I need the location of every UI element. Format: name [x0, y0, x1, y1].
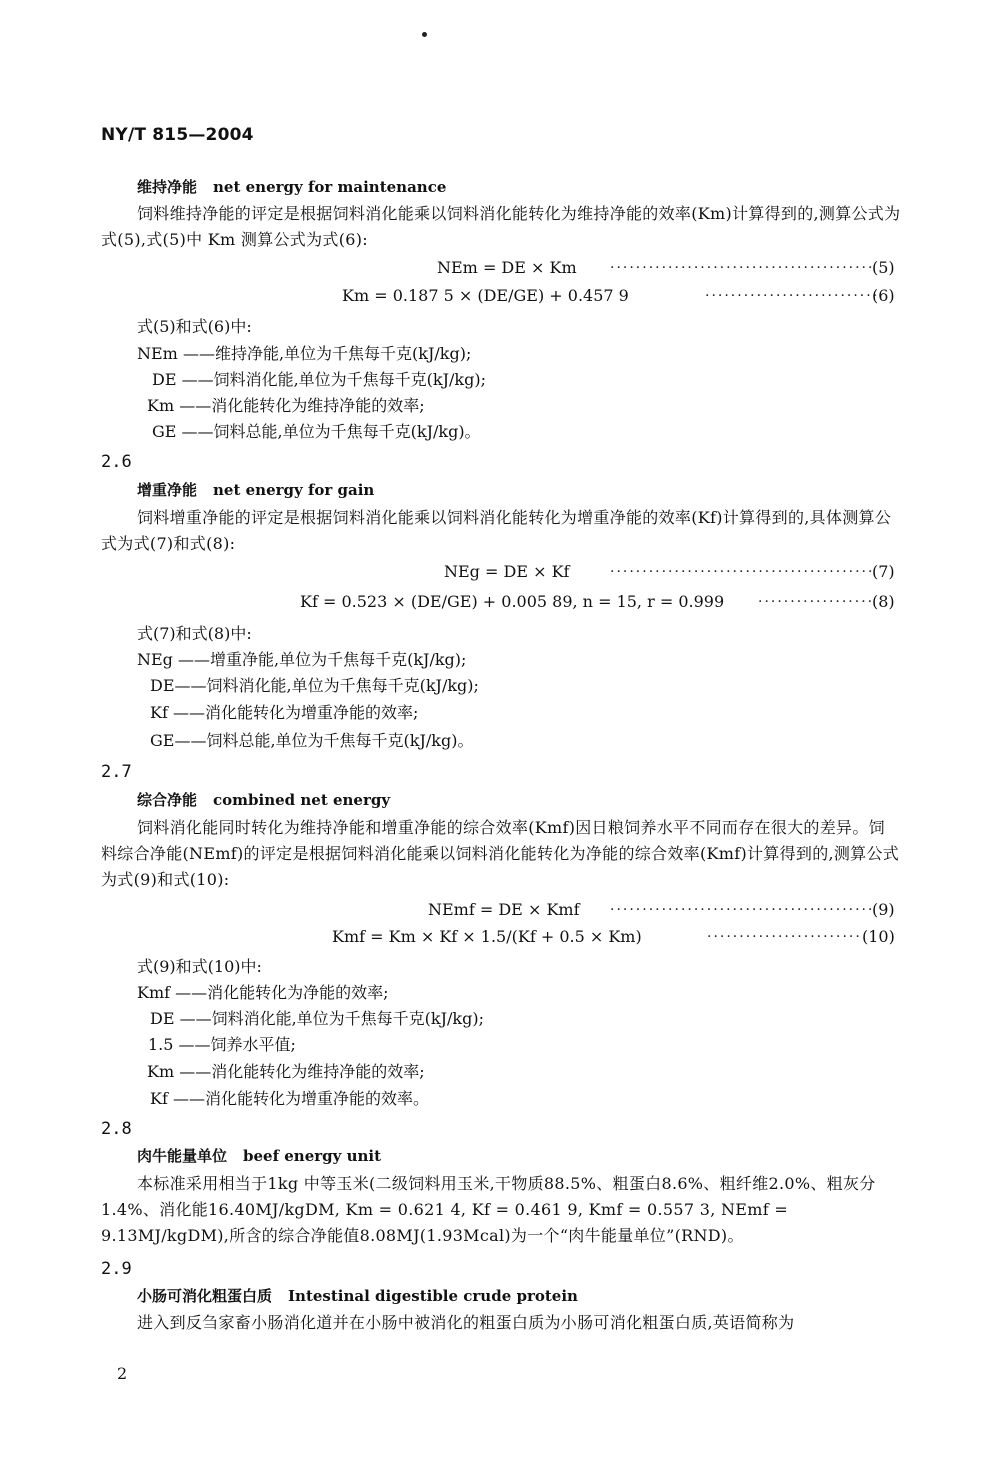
section-number: 2.9 [101, 1259, 132, 1279]
equation: NEm = DE × Km [437, 258, 577, 277]
term-en: net energy for gain [213, 481, 375, 499]
definition: 1.5 ——饲养水平值; [148, 1035, 296, 1054]
definition: Kf ——消化能转化为增重净能的效率; [150, 703, 419, 722]
equation-number: (7) [872, 562, 895, 581]
term-heading [137, 790, 390, 810]
definition: NEm ——维持净能,单位为千焦每千克(kJ/kg); [137, 344, 472, 363]
leader-dots: ········································· [610, 564, 875, 580]
where-label: 式(9)和式(10)中: [137, 957, 262, 976]
term-cn: 小肠可消化粗蛋白质 [137, 1287, 273, 1305]
leader-dots: ·················· [758, 594, 875, 610]
section-number: 2.7 [101, 762, 132, 782]
definition: DE——饲料消化能,单位为千焦每千克(kJ/kg); [150, 676, 479, 695]
leader-dots: ··························· [705, 288, 880, 304]
equation: NEmf = DE × Kmf [428, 900, 580, 919]
paragraph: 饲料维持净能的评定是根据饲料消化能乘以饲料消化能转化为维持净能的效率(Km)计算得到的,测算公式为式(5),式(5)中 Km 测算公式为式(6): [101, 204, 901, 249]
scan-dot [422, 32, 427, 37]
where-label: 式(5)和式(6)中: [137, 317, 252, 336]
equation-number: (5) [872, 258, 895, 277]
definition: Kf ——消化能转化为增重净能的效率。 [150, 1089, 429, 1108]
section-number: 2.6 [101, 452, 132, 472]
term-cn: 综合净能 [137, 791, 198, 809]
leader-dots: ························ [707, 929, 862, 945]
term-heading [137, 1146, 381, 1166]
leader-dots: ········································· [610, 260, 875, 276]
term-en: Intestinal digestible crude protein [288, 1287, 578, 1305]
definition: Km ——消化能转化为维持净能的效率; [147, 396, 425, 415]
term-cn: 维持净能 [137, 178, 198, 196]
term-heading [137, 1286, 578, 1306]
definition: DE ——饲料消化能,单位为千焦每千克(kJ/kg); [152, 370, 486, 389]
definition: Kmf ——消化能转化为净能的效率; [137, 983, 389, 1002]
equation-number: (6) [872, 286, 895, 305]
standard-header: NY/T 815—2004 [101, 125, 254, 145]
equation: Kf = 0.523 × (DE/GE) + 0.005 89, n = 15, r = 0.999 [300, 592, 725, 611]
equation: NEg = DE × Kf [444, 562, 570, 581]
paragraph: 饲料增重净能的评定是根据饲料消化能乘以饲料消化能转化为增重净能的效率(Kf)计算得到的,具体测算公式为式(7)和式(8): [101, 508, 892, 553]
paragraph: 本标准采用相当于1kg 中等玉米(二级饲料用玉米,干物质88.5%、粗蛋白8.6%、粗纤维2.0%、粗灰分1.4%、消化能16.40MJ/kgDM, Km = 0.621 4, Kf = 0.461 9, Kmf = 0.557 3, NEmf = 9.13MJ/kgDM),所含的综合净能值8.08MJ(1.93Mcal)为一个“肉牛能量单位”(RND)。 [101, 1174, 876, 1245]
term-en: net energy for maintenance [213, 178, 447, 196]
page-number: 2 [117, 1364, 128, 1383]
definition: Km ——消化能转化为维持净能的效率; [147, 1062, 425, 1081]
term-en: combined net energy [213, 791, 391, 809]
definition: GE ——饲料总能,单位为千焦每千克(kJ/kg)。 [152, 422, 481, 441]
equation-number: (8) [872, 592, 895, 611]
equation: Kmf = Km × Kf × 1.5/(Kf + 0.5 × Km) [332, 927, 642, 946]
term-heading [137, 480, 374, 500]
equation: Km = 0.187 5 × (DE/GE) + 0.457 9 [342, 286, 629, 305]
section-number: 2.8 [101, 1119, 132, 1139]
paragraph: 饲料消化能同时转化为维持净能和增重净能的综合效率(Kmf)因日粮饲养水平不同而存在很大的差异。饲料综合净能(NEmf)的评定是根据饲料消化能乘以饲料消化能转化为净能的综合效率(Kmf)计算得到的,测算公式为式(9)和式(10): [101, 818, 900, 889]
term-cn: 肉牛能量单位 [137, 1147, 228, 1165]
definition: DE ——饲料消化能,单位为千焦每千克(kJ/kg); [150, 1009, 484, 1028]
where-label: 式(7)和式(8)中: [137, 624, 252, 643]
leader-dots: ········································· [610, 902, 875, 918]
term-heading [137, 177, 446, 197]
definition: GE——饲料总能,单位为千焦每千克(kJ/kg)。 [150, 731, 474, 750]
equation-number: (10) [862, 927, 895, 946]
term-cn: 增重净能 [137, 481, 198, 499]
equation-number: (9) [872, 900, 895, 919]
definition: NEg ——增重净能,单位为千焦每千克(kJ/kg); [137, 650, 467, 669]
term-en: beef energy unit [243, 1147, 382, 1165]
paragraph: 进入到反刍家畜小肠消化道并在小肠中被消化的粗蛋白质为小肠可消化粗蛋白质,英语简称为 [137, 1313, 795, 1332]
